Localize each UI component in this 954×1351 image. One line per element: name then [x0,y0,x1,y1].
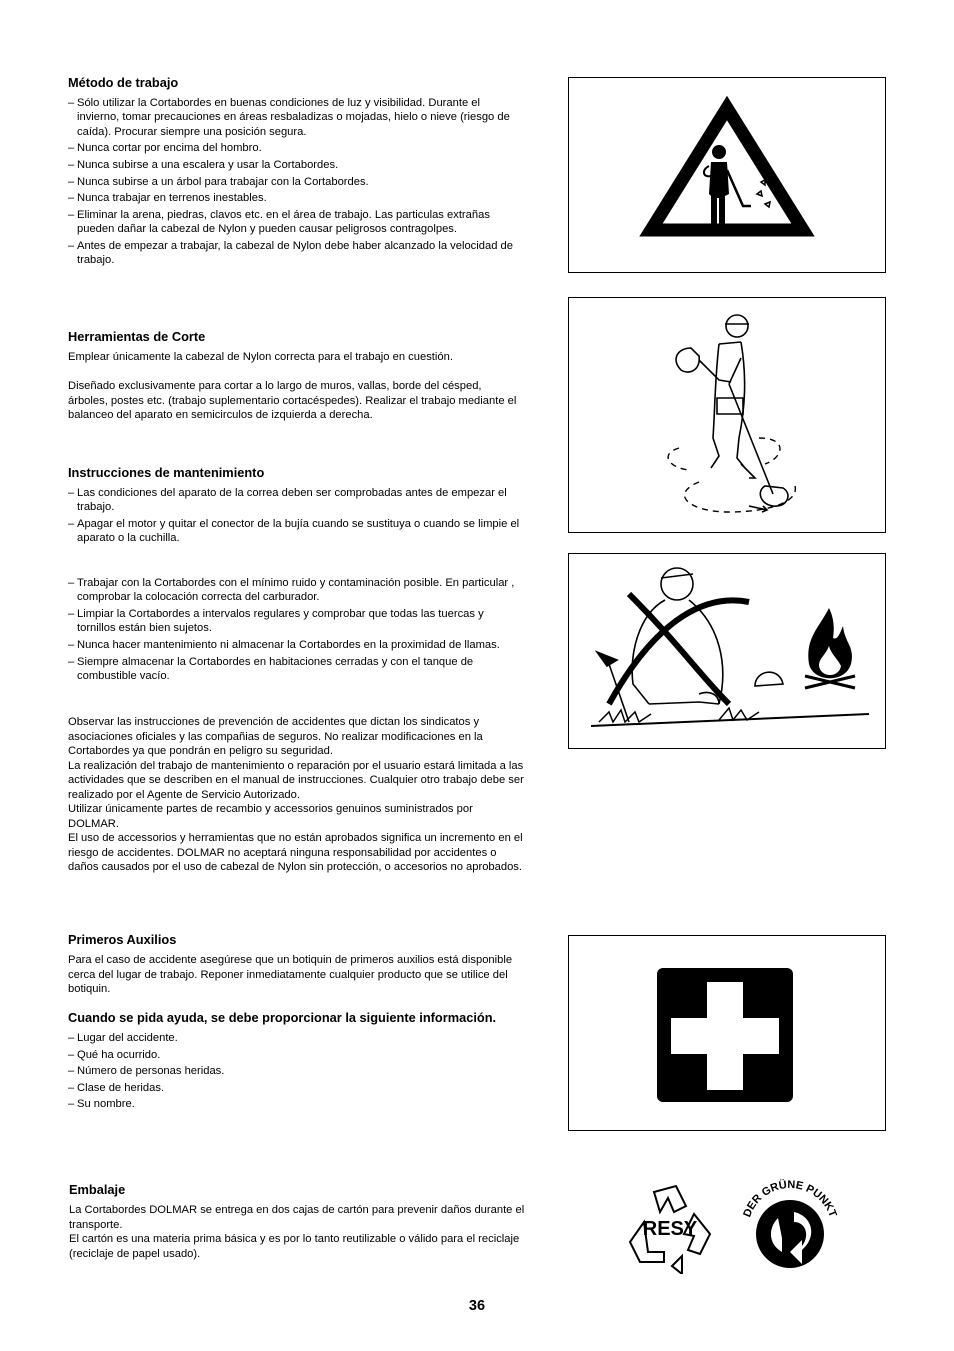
herramientas-p2: Diseñado exclusivamente para cortar a lo largo de muros, vallas, borde del césped, árboles, postes etc. (trabajo suplementario cortacéspedes). Realizar el trabajo mediante el balanceo del aparato en semicirculos de izquierda a derecha. [68,380,517,421]
list-item: – Nunca hacer mantenimiento ni almacenar la Cortabordes en la proximidad de llamas. [68,638,524,652]
first-aid-cross-icon [569,936,885,1130]
mantenimiento-para: La realización del trabajo de mantenimiento o reparación por el usuario estará limitada a las actividades que se describen en el manual de instrucciones. Cualquier otro trabajo debe ser realizado por el Agente de Servicio Autorizado. [68,759,524,801]
svg-text:RESY: RESY [642,1218,698,1240]
section-auxilios [68,932,524,997]
list-item: – Nunca subirse a un árbol para trabajar con la Cortabordes. [68,175,524,189]
list-item: – Clase de heridas. [68,1081,524,1095]
list-item: – Antes de empezar a trabajar, la cabezal de Nylon debe haber alcanzado la velocidad de trabajo. [68,239,524,268]
list-item: – Nunca cortar por encima del hombro. [68,141,524,155]
mantenimiento-para: Utilizar únicamente partes de recambio y accessorios genuinos suministrados por DOLMAR. [68,803,473,830]
operator-illustration [569,298,885,532]
section-herramientas [68,329,524,423]
section-embalaje [69,1182,525,1261]
no-fire-illustration [569,554,885,748]
mantenimiento-list-2 [68,576,524,683]
list-item: – Nunca trabajar en terrenos inestables. [68,191,524,205]
mantenimiento-para: Observar las instrucciones de prevención de accidentes que dictan los sindicatos y asociaciones oficiales y las compañias de seguros. No realizar modificaciones en la Cortabordes ya que pondrán en peligro su seguridad. [68,716,483,757]
page-number: 36 [468,1298,486,1314]
warning-triangle-icon [569,78,885,272]
list-item: – Siempre almacenar la Cortabordes en habitaciones cerradas y con el tanque de combustible vacío. [68,655,524,684]
gruene-punkt-logo [738,1178,842,1276]
section-mantenimiento-2 [68,576,524,686]
metodo-list [68,96,524,268]
resy-recycle-logo [624,1182,716,1274]
mantenimiento-list-1 [68,486,524,546]
embalaje-title: Embalaje [69,1182,126,1197]
section-ayuda [68,1011,524,1114]
list-item: – Sólo utilizar la Cortabordes en buenas condiciones de luz y visibilidad. Durante el invierno, tomar precauciones en áreas resbaladizas o mojadas, hielo o nieve (riesgo de caída). Procurar siempre una posición segura. [68,96,524,139]
mantenimiento-para: El uso de accessorios y herramientas que no están aprobados significa un incremento en el riesgo de accidentes. DOLMAR no aceptará ninguna responsabilidad por accidentes o daños causados por el uso de cabezal de Nylon sin protección, o accesorios no aprobados. [68,832,523,873]
herramientas-title: Herramientas de Corte [68,329,206,344]
list-item: – Apagar el motor y quitar el conector de la bujía cuando se sustituya o cuando se limpie el aparato o la cuchilla. [68,517,524,546]
metodo-title: Método de trabajo [68,75,179,90]
list-item: – Su nombre. [68,1097,524,1111]
no-fire-box [568,553,886,749]
ayuda-list [68,1031,524,1112]
auxilios-title: Primeros Auxilios [68,932,177,947]
embalaje-p2: El cartón es una materia prima básica y es por lo tanto reutilizable o válido para el reciclaje (reciclaje de papel usado). [69,1233,520,1260]
list-item: – Limpiar la Cortabordes a intervalos regulares y comprobar que todas las tuercas y tornillos están bien sujetos. [68,607,524,636]
first-aid-box [568,935,886,1131]
list-item: – Lugar del accidente. [68,1031,524,1045]
list-item: – Nunca subirse a una escalera y usar la Cortabordes. [68,158,524,172]
list-item: – Trabajar con la Cortabordes con el mínimo ruido y contaminación posible. En particular , comprobar la colocación correcta del carburador. [68,576,524,605]
list-item: – Qué ha ocurrido. [68,1048,524,1062]
herramientas-p1: Emplear únicamente la cabezal de Nylon correcta para el trabajo en cuestión. [68,351,453,363]
warning-box [568,77,886,273]
list-item: – Las condiciones del aparato de la correa deben ser comprobadas antes de empezar el trabajo. [68,486,524,515]
mantenimiento-title: Instrucciones de mantenimiento [68,465,265,480]
section-mantenimiento [68,465,524,548]
ayuda-title: Cuando se pida ayuda, se debe proporcionar la siguiente información. [68,1010,497,1025]
auxilios-p: Para el caso de accidente asegúrese que un botiquin de primeros auxilios está disponible cerca del lugar de trabajo. Reponer inmediatamente cualquier producto que se utilice del botiquin. [68,954,513,995]
embalaje-p1: La Cortabordes DOLMAR se entrega en dos cajas de cartón para prevenir daños durante el transporte. [69,1204,525,1231]
operator-box [568,297,886,533]
list-item: – Eliminar la arena, piedras, clavos etc. en el área de trabajo. Las particulas extrañas pueden dañar la cabezal de Nylon y pueden causar peligrosos contragolpes. [68,208,524,237]
list-item: – Número de personas heridas. [68,1064,524,1078]
svg-text:DER GRÜNE PUNKT: DER GRÜNE PUNKT [741,1178,839,1219]
section-mantenimiento-3 [68,715,524,875]
section-metodo [68,75,524,270]
